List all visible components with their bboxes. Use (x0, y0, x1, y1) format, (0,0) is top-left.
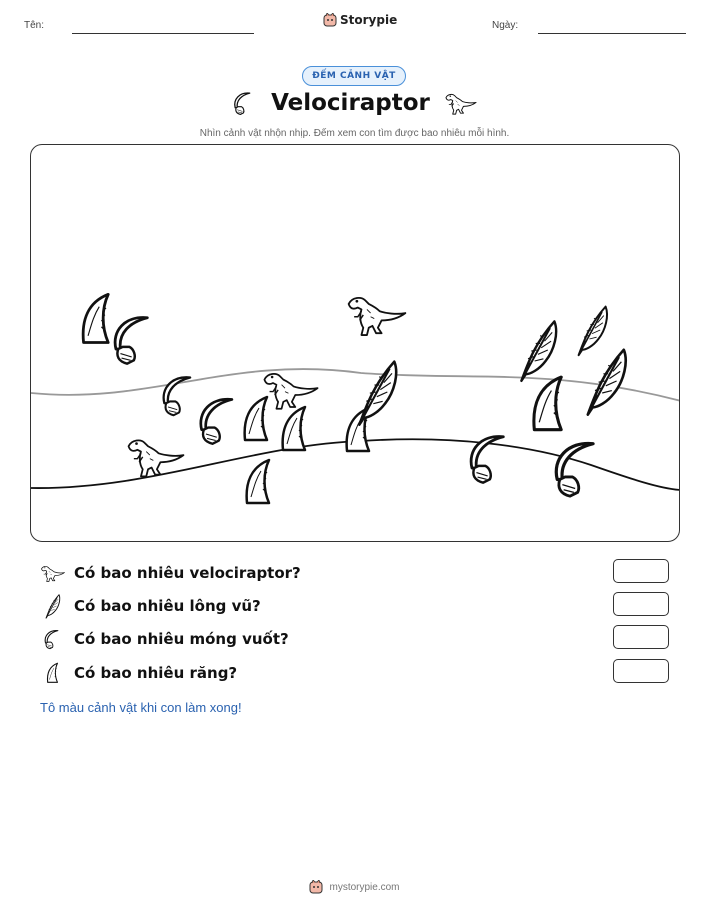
storypie-mascot-icon (309, 880, 323, 894)
velociraptor-item (264, 374, 317, 409)
footer (0, 880, 709, 894)
feather-item (521, 321, 556, 380)
velociraptor-item (349, 298, 406, 335)
tooth-icon (40, 661, 66, 685)
question-text: Có bao nhiêu móng vuốt? (74, 630, 289, 648)
claw-item (115, 318, 147, 364)
claw-item (471, 437, 503, 483)
velociraptor-icon (444, 90, 478, 116)
claw-icon (231, 90, 257, 116)
question-text: Có bao nhiêu lông vũ? (74, 597, 261, 615)
velociraptor-icon (40, 561, 66, 585)
page-subtitle: Nhìn cảnh vật nhộn nhịp. Đếm xem con tìm được bao nhiêu mỗi hình. (199, 128, 510, 139)
claw-icon (40, 627, 66, 651)
scene-illustration (31, 145, 680, 542)
storypie-logo (323, 13, 397, 27)
claw-item (556, 443, 593, 496)
footer-url[interactable]: mystorypie.com (329, 881, 400, 893)
feather-icon (40, 594, 66, 618)
date-line[interactable] (538, 33, 686, 34)
feather-item (579, 307, 607, 356)
page-title: Velociraptor (271, 90, 430, 116)
name-line[interactable] (72, 33, 254, 34)
claw-item (201, 399, 232, 443)
tooth-item (245, 397, 267, 440)
answer-box-feather[interactable] (613, 592, 669, 616)
question-velociraptor (40, 561, 301, 585)
title-row (0, 90, 709, 116)
answer-box-velociraptor[interactable] (613, 559, 669, 583)
storypie-mascot-icon (323, 13, 337, 27)
date-label: Ngày: (492, 20, 519, 31)
tooth-item (247, 460, 269, 503)
question-text: Có bao nhiêu velociraptor? (74, 564, 301, 582)
question-claw (40, 627, 289, 651)
answer-box-claw[interactable] (613, 625, 669, 649)
question-text: Có bao nhiêu răng? (74, 664, 238, 682)
brand-name: Storypie (340, 13, 398, 27)
answer-box-tooth[interactable] (613, 659, 669, 683)
feather-item (359, 362, 396, 425)
tooth-item (534, 377, 561, 430)
tooth-item (283, 407, 305, 450)
category-badge: ĐẾM CẢNH VẬT (302, 66, 406, 86)
claw-item (164, 377, 190, 415)
coloring-note: Tô màu cảnh vật khi con làm xong! (40, 700, 242, 715)
tooth-item (83, 294, 108, 342)
hill-line-back (31, 369, 680, 401)
name-label: Tên: (24, 20, 45, 31)
feather-item (588, 350, 626, 415)
question-feather (40, 594, 261, 618)
counting-scene (30, 144, 680, 542)
question-tooth (40, 661, 237, 685)
